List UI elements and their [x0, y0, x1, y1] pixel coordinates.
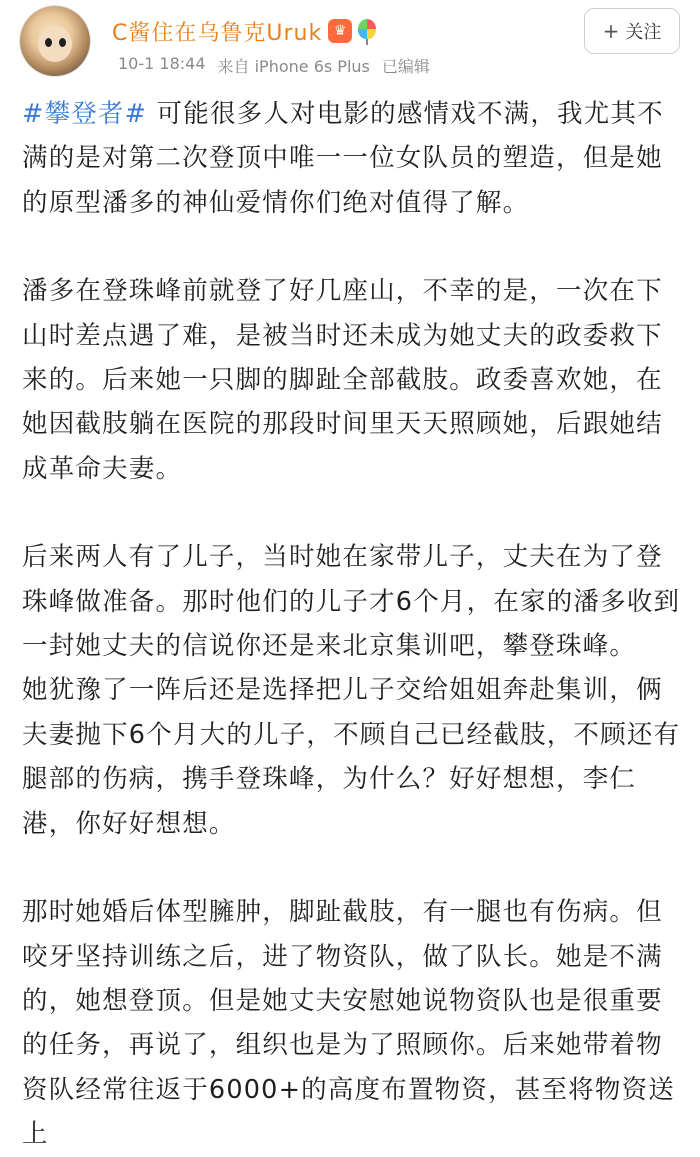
- post-body: [22, 92, 682, 1157]
- avatar-crown-icon: ✦: [24, 6, 36, 20]
- avatar[interactable]: [20, 6, 90, 76]
- balloon-icon[interactable]: [358, 19, 376, 43]
- paragraph-3: 后来两人有了儿子，当时她在家带儿子，丈夫在为了登珠峰做准备。那时他们的儿子才6个月，在家的潘多收到一封她丈夫的信说你还是来北京集训吧，攀登珠峰。: [22, 542, 681, 662]
- paragraph-2: 潘多在登珠峰前就登了好几座山，不幸的是，一次在下山时差点遇了难，是被当时还未成为她丈夫的政委救下来的。后来她一只脚的脚趾全部截肢。政委喜欢她，在她因截肢躺在医院的那段时间里天天照顾她，后跟她结成革命夫妻。: [22, 276, 663, 484]
- post-time: 10-1 18:44: [118, 54, 206, 73]
- post-meta: [118, 54, 430, 77]
- paragraph-4: 她犹豫了一阵后还是选择把儿子交给姐姐奔赴集训，俩夫妻抛下6个月大的儿子，不顾自己已经截肢，不顾还有腿部的伤病，携手登珠峰，为什么？好好想想，李仁港，你好好想想。: [22, 675, 681, 839]
- username-row: [112, 14, 376, 48]
- plus-icon: +: [602, 19, 620, 43]
- hashtag-link[interactable]: #攀登者#: [22, 99, 148, 129]
- avatar-eye-left: [45, 38, 52, 47]
- avatar-eye-right: [59, 38, 66, 47]
- crown-badge-icon[interactable]: ♛: [328, 19, 352, 43]
- paragraph-5: 那时她婚后体型臃肿，脚趾截肢，有一腿也有伤病。但咬牙坚持训练之后，进了物资队，做了队长。她是不满的，她想登顶。但是她丈夫安慰她说物资队也是很重要的任务，再说了，组织也是为了照顾你。后来她带着物资队经常往返于6000+的高度布置物资，甚至将物资送上: [22, 897, 675, 1150]
- follow-button[interactable]: [584, 8, 680, 54]
- post-header: [0, 0, 700, 92]
- follow-label: 关注: [625, 22, 662, 43]
- edited-label: 已编辑: [381, 57, 430, 76]
- paragraph-1-text: 可能很多人对电影的感情戏不满，我尤其不满的是对第二次登顶中唯一一位女队员的塑造，但是她的原型潘多的神仙爱情你们绝对值得了解。: [22, 99, 664, 218]
- balloon-string: [366, 39, 368, 45]
- post-source: 来自 iPhone 6s Plus: [217, 57, 370, 76]
- balloon-shape: [358, 19, 376, 39]
- username[interactable]: C酱住在乌鲁克Uruk: [112, 20, 323, 46]
- paragraph-1: [22, 92, 682, 225]
- avatar-face: [38, 26, 72, 62]
